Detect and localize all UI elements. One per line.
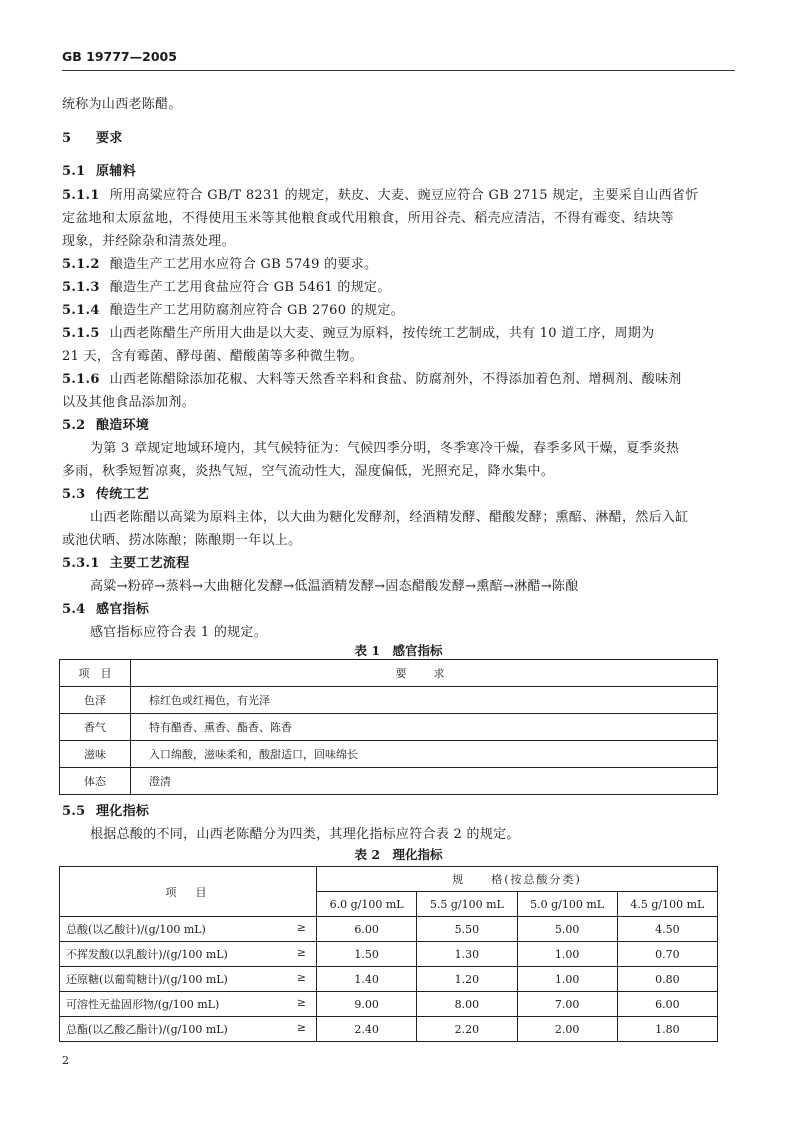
table-cell: 1.80	[617, 1017, 717, 1042]
section-5-2-line2: 多雨，秋季短暂凉爽，炎热气短，空气流动性大，湿度偏低，光照充足，降水集中。	[62, 464, 555, 479]
table-header: 5.0 g/100 mL	[517, 892, 617, 917]
section-5-2-heading: 5.2 酿造环境	[62, 418, 150, 433]
table-cell: 1.30	[417, 942, 517, 967]
section-5-1-6-line2: 以及其他食品添加剂。	[62, 395, 196, 410]
table-cell: 2.40	[317, 1017, 417, 1042]
table-cell: 棕红色或红褐色，有光泽	[131, 687, 718, 714]
table-header: 项 目	[60, 867, 317, 917]
table-header-row	[60, 660, 718, 687]
table-cell: 0.70	[617, 942, 717, 967]
section-5-3-line2: 或池伏晒、捞冰陈酿；陈酿期一年以上。	[62, 533, 302, 548]
table-cell: 2.20	[417, 1017, 517, 1042]
table-cell: 可溶性无盐固形物/(g/100 mL) ≥	[60, 992, 317, 1017]
table-cell: 香气	[60, 714, 131, 741]
table-row	[60, 687, 718, 714]
table-header: 5.5 g/100 mL	[417, 892, 517, 917]
table-row	[60, 768, 718, 795]
section-5-1-heading: 5.1 原辅料	[62, 164, 136, 179]
table-header: 4.5 g/100 mL	[617, 892, 717, 917]
standard-code: GB 19777—2005	[62, 49, 177, 64]
table2-caption: 表 2 理化指标	[354, 847, 443, 862]
section-5-5-heading: 5.5 理化指标	[62, 804, 150, 819]
table1-caption: 表 1 感官指标	[354, 643, 443, 658]
table-cell: 总酯(以乙酸乙酯计)/(g/100 mL) ≥	[60, 1017, 317, 1042]
section-5-1-2: 5.1.2 酿造生产工艺用水应符合 GB 5749 的要求。	[62, 257, 378, 272]
table-cell: 还原糖(以葡萄糖计)/(g/100 mL) ≥	[60, 967, 317, 992]
table-cell: 滋味	[60, 741, 131, 768]
table-cell: 5.00	[517, 917, 617, 942]
table-row	[60, 917, 718, 942]
intro-text: 统称为山西老陈醋。	[62, 97, 182, 112]
table-header: 要 求	[131, 660, 718, 687]
table-cell: 1.00	[517, 942, 617, 967]
section-5-3-line1: 山西老陈醋以高粱为原料主体，以大曲为糖化发酵剂，经酒精发酵、醋酸发酵；熏醅、淋醋，然后入缸	[90, 510, 689, 525]
table-row	[60, 967, 718, 992]
table-row	[60, 992, 718, 1017]
table-header: 项 目	[60, 660, 131, 687]
header-rule	[62, 70, 735, 71]
section-5-1-3: 5.1.3 酿造生产工艺用食盐应符合 GB 5461 的规定。	[62, 280, 391, 295]
table-cell: 1.50	[317, 942, 417, 967]
section-5-1-1: 5.1.1 所用高粱应符合 GB/T 8231 的规定，麸皮、大麦、豌豆应符合 GB 2715 规定，主要采自山西省忻	[62, 188, 699, 203]
section-5-1-5-line2: 21 天，含有霉菌、酵母菌、醋酸菌等多种微生物。	[62, 349, 363, 364]
section-5-5-text: 根据总酸的不同，山西老陈醋分为四类，其理化指标应符合表 2 的规定。	[90, 827, 520, 842]
table-cell: 8.00	[417, 992, 517, 1017]
table-cell: 6.00	[317, 917, 417, 942]
sensory-table	[59, 659, 718, 795]
table-cell: 总酸(以乙酸计)/(g/100 mL) ≥	[60, 917, 317, 942]
section-5-3-1-heading: 5.3.1 主要工艺流程	[62, 556, 190, 571]
table-cell: 6.00	[617, 992, 717, 1017]
section-5-1-4: 5.1.4 酿造生产工艺用防腐剂应符合 GB 2760 的规定。	[62, 303, 404, 318]
table-cell: 澄清	[131, 768, 718, 795]
table-cell: 7.00	[517, 992, 617, 1017]
page-number: 2	[62, 1054, 69, 1067]
table-cell: 5.50	[417, 917, 517, 942]
table-cell: 特有醋香、熏香、酯香、陈香	[131, 714, 718, 741]
section-5-4-heading: 5.4 感官指标	[62, 602, 150, 617]
section-5-3-heading: 5.3 传统工艺	[62, 487, 150, 502]
section-5-4-text: 感官指标应符合表 1 的规定。	[90, 625, 268, 640]
table-header: 6.0 g/100 mL	[317, 892, 417, 917]
section-5-2-line1: 为第 3 章规定地域环境内，其气候特征为：气候四季分明，冬季寒冷干燥，春季多风干燥，夏季炎热	[90, 441, 680, 456]
table-cell: 1.40	[317, 967, 417, 992]
section-5-heading: 5 要求	[62, 131, 123, 146]
table-row	[60, 714, 718, 741]
table-row	[60, 741, 718, 768]
table-cell: 色泽	[60, 687, 131, 714]
table-cell: 不挥发酸(以乳酸计)/(g/100 mL) ≥	[60, 942, 317, 967]
table-cell: 入口绵酸，滋味柔和，酸甜适口，回味绵长	[131, 741, 718, 768]
section-5-1-6: 5.1.6 山西老陈醋除添加花椒、大料等天然香辛料和食盐、防腐剂外，不得添加着色剂、增稠剂、酸味剂	[62, 372, 682, 387]
table-row	[60, 1017, 718, 1042]
section-5-1-5: 5.1.5 山西老陈醋生产所用大曲是以大麦、豌豆为原料，按传统工艺制成，共有 10 道工序，周期为	[62, 326, 655, 341]
table-row	[60, 942, 718, 967]
table-header: 规 格(按总酸分类)	[317, 867, 718, 892]
table-cell: 1.20	[417, 967, 517, 992]
table-cell: 体态	[60, 768, 131, 795]
section-5-1-1-line2: 定盆地和太原盆地，不得使用玉米等其他粮食或代用粮食，所用谷壳、稻壳应清洁，不得有霉变、结块等	[62, 211, 674, 226]
process-flow: 高粱→粉碎→蒸料→大曲糖化发酵→低温酒精发酵→固态醋酸发酵→熏醅→淋醋→陈酿	[90, 579, 579, 594]
physicochemical-table	[59, 866, 718, 1042]
table-cell: 2.00	[517, 1017, 617, 1042]
section-5-1-1-line3: 现象，并经除杂和清蒸处理。	[62, 234, 235, 249]
table-cell: 0.80	[617, 967, 717, 992]
table-header-row	[60, 867, 718, 892]
table-cell: 4.50	[617, 917, 717, 942]
table-cell: 9.00	[317, 992, 417, 1017]
table-cell: 1.00	[517, 967, 617, 992]
